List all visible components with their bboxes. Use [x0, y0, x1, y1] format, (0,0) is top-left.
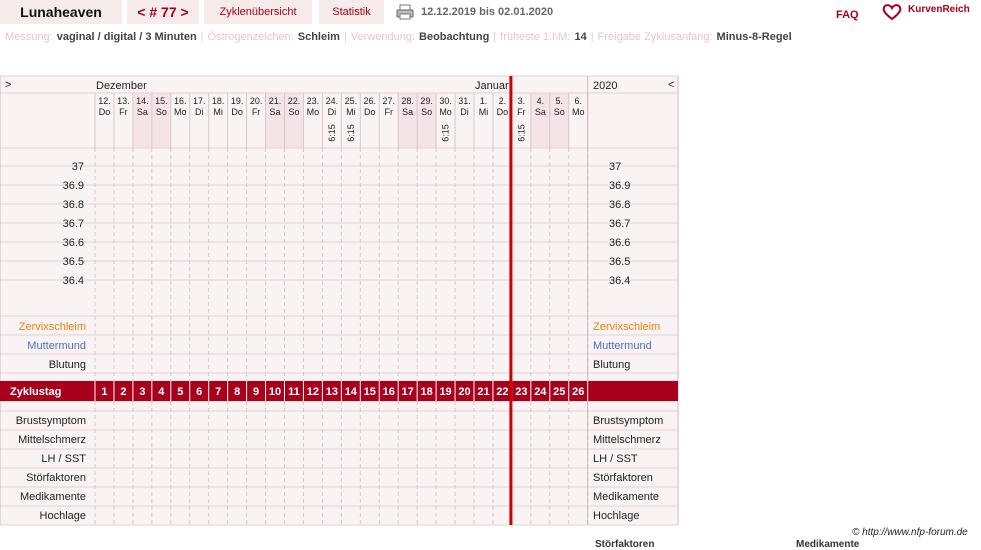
- cycle-day-number[interactable]: 10: [268, 386, 282, 398]
- day-date[interactable]: 30.: [439, 96, 452, 106]
- day-weekday: Fr: [384, 107, 393, 117]
- measurement-time: 6:15: [326, 124, 337, 142]
- cycle-day-number[interactable]: 11: [288, 386, 300, 398]
- day-weekday: Sa: [136, 107, 148, 117]
- day-weekday: Mi: [478, 107, 489, 117]
- temp-label-right: 36.8: [609, 199, 631, 211]
- row-label-left[interactable]: Mittelschmerz: [18, 434, 86, 446]
- cycle-day-number[interactable]: 2: [120, 386, 127, 398]
- cycle-day-number[interactable]: 18: [420, 386, 433, 398]
- footer-label-medikamente: Medikamente: [796, 539, 860, 550]
- day-weekday: Mo: [306, 107, 320, 117]
- day-date[interactable]: 17.: [192, 96, 206, 106]
- day-date[interactable]: 24.: [325, 96, 339, 106]
- faq-link[interactable]: FAQ: [836, 9, 859, 21]
- day-date[interactable]: 2.: [498, 96, 507, 106]
- cycle-day-number[interactable]: 14: [344, 386, 357, 398]
- day-weekday: So: [553, 107, 565, 117]
- day-weekday: Fr: [251, 107, 261, 117]
- setting-value: vaginal / digital / 3 Minuten: [56, 31, 197, 43]
- day-weekday: Sa: [269, 107, 281, 117]
- day-weekday: Do: [98, 107, 111, 117]
- row-label-left[interactable]: Hochlage: [39, 510, 86, 522]
- cycle-day-number[interactable]: 1: [101, 386, 108, 398]
- cycle-day-number[interactable]: 17: [401, 386, 414, 398]
- cycle-day-number[interactable]: 4: [158, 386, 165, 398]
- temp-label-left: 36.4: [62, 275, 84, 287]
- date-range: 12.12.2019 bis 02.01.2020: [421, 6, 554, 18]
- row-label-left[interactable]: LH / SST: [41, 453, 86, 465]
- temp-label-left: 37: [71, 161, 84, 173]
- temp-label-left: 36.8: [62, 199, 84, 211]
- day-date[interactable]: 29.: [420, 96, 433, 106]
- footer-label-stoerfaktoren: Störfaktoren: [595, 539, 655, 550]
- cycle-day-number[interactable]: 5: [177, 386, 184, 398]
- settings-separator: |: [343, 31, 347, 43]
- row-label-right[interactable]: LH / SST: [593, 453, 638, 465]
- month-label-december: Dezember: [96, 80, 147, 92]
- temp-label-left: 36.7: [62, 218, 84, 230]
- temp-label-left: 36.5: [62, 256, 84, 268]
- day-date[interactable]: 31.: [458, 96, 471, 106]
- row-label-left[interactable]: Blutung: [48, 359, 86, 371]
- cycle-day-label: Zyklustag: [10, 386, 62, 398]
- day-weekday: Mi: [213, 107, 223, 117]
- day-weekday: Do: [231, 107, 243, 117]
- day-date[interactable]: 23.: [306, 96, 320, 106]
- temp-label-right: 36.6: [609, 237, 631, 249]
- cycle-day-number[interactable]: 12: [306, 386, 320, 398]
- cycle-day-number[interactable]: 16: [382, 386, 395, 398]
- day-weekday: Mo: [174, 107, 187, 117]
- row-label-right[interactable]: Muttermund: [593, 340, 652, 352]
- row-label-right[interactable]: Störfaktoren: [593, 472, 653, 484]
- day-weekday: Di: [194, 107, 204, 117]
- cycle-day-number[interactable]: 19: [439, 386, 452, 398]
- row-label-left[interactable]: Muttermund: [27, 340, 86, 352]
- setting-key: Messung:: [5, 31, 53, 43]
- day-date[interactable]: 3.: [517, 96, 526, 106]
- setting-key: Freigabe Zyklusanfang:: [597, 31, 713, 43]
- day-date[interactable]: 6.: [574, 96, 582, 106]
- setting-value: Beobachtung: [419, 31, 490, 43]
- temp-label-right: 37: [609, 161, 622, 173]
- settings-separator: |: [590, 31, 594, 43]
- row-label-right[interactable]: Medikamente: [593, 491, 660, 503]
- measurement-time: 6:15: [516, 124, 527, 142]
- day-weekday: Mo: [439, 107, 452, 117]
- cycle-day-number[interactable]: 13: [325, 386, 338, 398]
- row-label-left[interactable]: Medikamente: [19, 491, 86, 503]
- day-date[interactable]: 1.: [479, 96, 488, 106]
- row-label-left[interactable]: Zervixschleim: [18, 321, 86, 333]
- day-date[interactable]: 21.: [268, 96, 282, 106]
- day-date[interactable]: 4.: [536, 96, 545, 106]
- cycle-day-number[interactable]: 23: [515, 386, 528, 398]
- row-label-right[interactable]: Blutung: [593, 359, 631, 371]
- setting-value: Minus-8-Regel: [716, 31, 792, 43]
- cycle-day-number[interactable]: 8: [234, 386, 241, 398]
- tab-statistics[interactable]: Statistik: [319, 0, 384, 24]
- temp-label-left: 36.9: [62, 180, 84, 192]
- day-date[interactable]: 20.: [249, 96, 263, 106]
- day-weekday: Sa: [402, 107, 414, 117]
- row-label-left[interactable]: Störfaktoren: [26, 472, 86, 484]
- temp-label-right: 36.4: [609, 275, 631, 287]
- cycle-day-number[interactable]: 21: [477, 386, 490, 398]
- temp-label-right: 36.9: [609, 180, 631, 192]
- row-label-right[interactable]: Brustsymptom: [593, 415, 664, 427]
- setting-key: Verwendung:: [350, 31, 416, 43]
- day-date[interactable]: 22.: [287, 96, 301, 106]
- setting-value: 14: [574, 31, 587, 43]
- day-date[interactable]: 27.: [382, 96, 395, 106]
- month-label-january: Januar: [475, 80, 509, 92]
- setting-key: früheste 1.hM:: [500, 31, 571, 43]
- day-date[interactable]: 14.: [136, 96, 149, 106]
- day-date[interactable]: 16.: [174, 96, 187, 106]
- row-label-left[interactable]: Brustsymptom: [15, 415, 86, 427]
- cycle-navigator[interactable]: < # 77 >: [127, 0, 199, 24]
- row-label-right[interactable]: Mittelschmerz: [593, 434, 661, 446]
- day-weekday: So: [288, 107, 300, 117]
- day-weekday: So: [421, 107, 433, 117]
- day-weekday: Di: [327, 107, 337, 117]
- cycle-day-number[interactable]: 7: [215, 386, 222, 398]
- day-date[interactable]: 19.: [230, 96, 244, 106]
- cycle-day-number[interactable]: 25: [553, 386, 566, 398]
- year-label: 2020: [593, 80, 618, 92]
- day-weekday: Sa: [534, 107, 546, 117]
- measurement-time: 6:15: [440, 124, 451, 142]
- row-label-right[interactable]: Hochlage: [593, 510, 640, 522]
- day-weekday: Fr: [119, 107, 128, 117]
- temp-label-right: 36.5: [609, 256, 631, 268]
- setting-value: Schleim: [297, 31, 340, 43]
- day-date[interactable]: 15.: [155, 96, 168, 106]
- day-weekday: Fr: [517, 107, 526, 117]
- settings-separator: |: [200, 31, 204, 43]
- measurement-time: 6:15: [345, 124, 356, 142]
- day-weekday: Mi: [346, 107, 356, 117]
- nav-prev-arrow[interactable]: >: [5, 79, 12, 91]
- day-date[interactable]: 26.: [363, 96, 377, 106]
- temp-label-right: 36.7: [609, 218, 631, 230]
- brand-name[interactable]: Lunaheaven: [0, 0, 122, 24]
- tab-cycle-overview[interactable]: Zyklenübersicht: [204, 0, 312, 24]
- day-weekday: Mo: [571, 107, 585, 117]
- day-date[interactable]: 25.: [344, 96, 358, 106]
- chart-background: [0, 76, 678, 525]
- day-date[interactable]: 18.: [211, 96, 225, 106]
- day-weekday: Di: [460, 107, 469, 117]
- copyright: © http://www.nfp-forum.de: [852, 527, 968, 538]
- cycle-day-number[interactable]: 3: [139, 386, 146, 398]
- settings-separator: |: [493, 31, 497, 43]
- logo-text: KurvenReich: [908, 4, 970, 15]
- day-date[interactable]: 12.: [98, 96, 111, 106]
- nav-next-arrow[interactable]: <: [668, 79, 675, 91]
- cycle-day-number[interactable]: 22: [496, 386, 509, 398]
- day-weekday: Do: [364, 107, 376, 117]
- cycle-day-number[interactable]: 9: [253, 386, 260, 398]
- day-date[interactable]: 13.: [117, 96, 130, 106]
- day-date[interactable]: 5.: [555, 96, 564, 106]
- row-label-right[interactable]: Zervixschleim: [593, 321, 661, 333]
- day-weekday: So: [155, 107, 167, 117]
- setting-key: Östrogenzeichen:: [207, 31, 294, 43]
- day-weekday: Do: [496, 107, 509, 117]
- cycle-day-number[interactable]: 20: [458, 386, 471, 398]
- cycle-day-number[interactable]: 6: [196, 386, 203, 398]
- cycle-day-number[interactable]: 26: [572, 386, 585, 398]
- temp-label-left: 36.6: [62, 237, 84, 249]
- cycle-day-number[interactable]: 15: [363, 386, 376, 398]
- day-date[interactable]: 28.: [401, 96, 414, 106]
- cycle-day-number[interactable]: 24: [534, 386, 547, 398]
